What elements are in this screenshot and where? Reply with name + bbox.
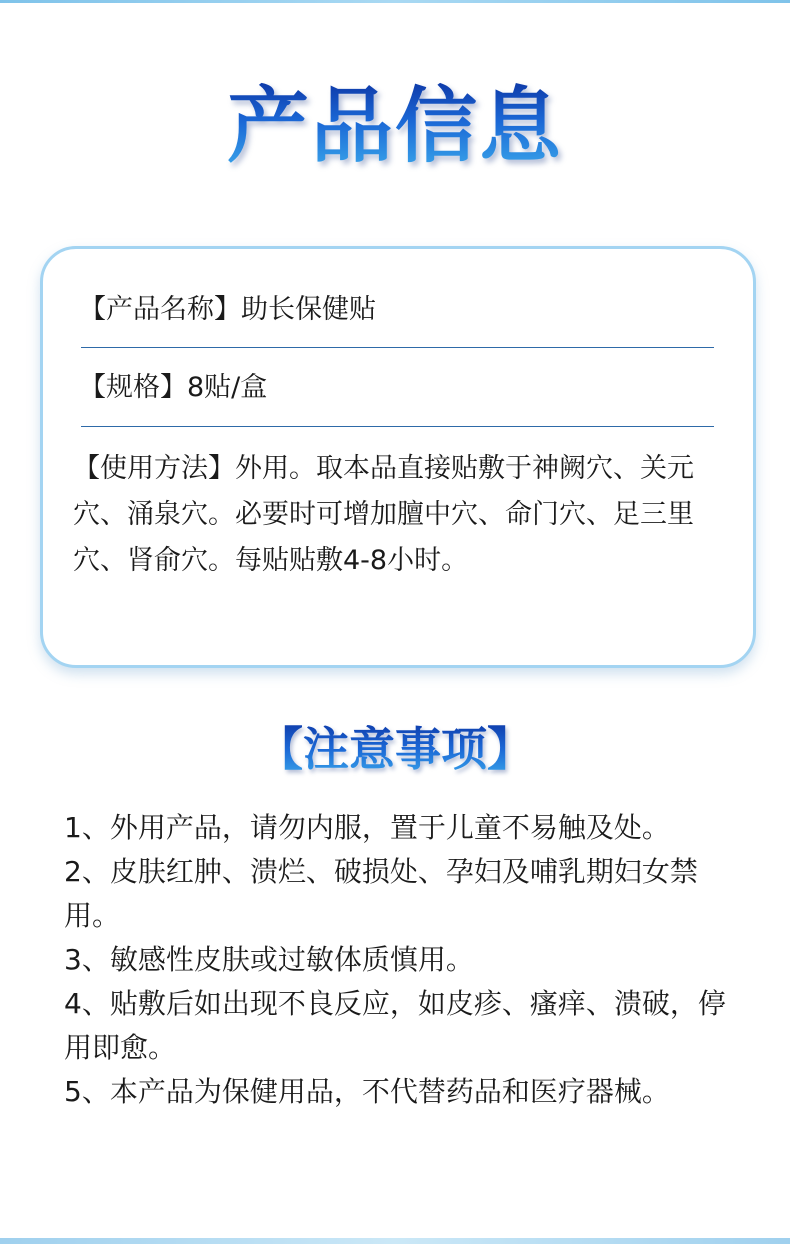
notice-item: 2、皮肤红肿、溃烂、破损处、孕妇及哺乳期妇女禁用。 <box>64 855 698 932</box>
top-accent-bar <box>0 0 790 3</box>
spec-line: 【规格】8贴/盒 <box>79 372 268 403</box>
notice-item: 3、敏感性皮肤或过敏体质慎用。 <box>64 943 474 976</box>
notice-item: 4、贴敷后如出现不良反应，如皮疹、瘙痒、溃破，停用即愈。 <box>64 987 726 1064</box>
bottom-accent-bar <box>0 1238 790 1244</box>
notice-list <box>64 806 728 1114</box>
notice-item: 5、本产品为保健用品，不代替药品和医疗器械。 <box>64 1075 670 1108</box>
product-info-card <box>40 246 756 668</box>
notice-item: 1、外用产品，请勿内服，置于儿童不易触及处。 <box>64 811 670 844</box>
info-divider <box>81 347 714 348</box>
notice-title: 【注意事项】 <box>0 714 790 784</box>
usage-text: 【使用方法】外用。取本品直接贴敷于神阙穴、关元穴、涌泉穴。必要时可增加膻中穴、命门穴、足三里穴、肾俞穴。每贴贴敷4-8小时。 <box>73 453 694 576</box>
page-title: 产品信息 <box>0 72 790 182</box>
info-divider <box>81 426 714 427</box>
product-name-line: 【产品名称】助长保健贴 <box>79 294 376 325</box>
